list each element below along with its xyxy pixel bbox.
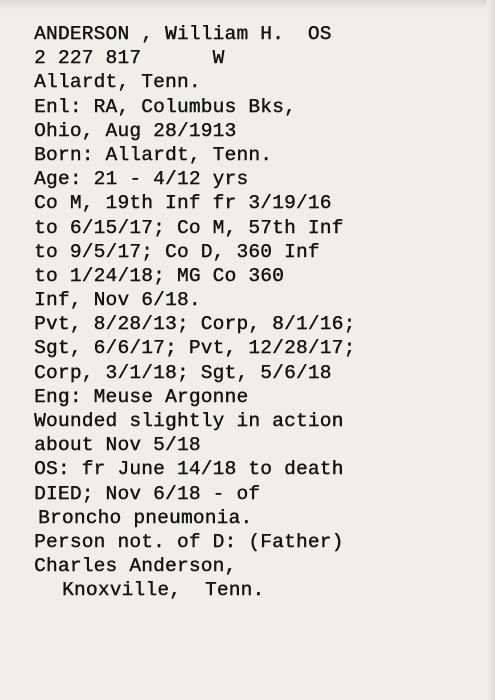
service-line: to 1/24/18; MG Co 360 — [34, 264, 284, 287]
notify-line: Person not. of D: (Father) — [34, 530, 344, 553]
wound-line: about Nov 5/18 — [34, 434, 201, 457]
typed-text-block — [34, 22, 474, 603]
rank-line: Corp, 3/1/18; Sgt, 5/6/18 — [34, 361, 332, 384]
name-line: ANDERSON , William H. OS — [34, 23, 332, 45]
serial-number-line: 2 227 817 W — [34, 47, 225, 70]
service-line: to 6/15/17; Co M, 57th Inf — [34, 216, 344, 239]
notify-name-line: Charles Anderson, — [34, 555, 237, 578]
notify-address-line: Knoxville, Tenn. — [62, 579, 265, 602]
rank-line: Pvt, 8/28/13; Corp, 8/1/16; — [34, 313, 356, 336]
death-cause-line: Broncho pneumonia. — [38, 506, 253, 529]
death-line: DIED; Nov 6/18 - of — [34, 482, 261, 505]
service-line: Co M, 19th Inf fr 3/19/16 — [34, 192, 332, 215]
wound-line: Wounded slightly in action — [34, 410, 344, 432]
service-line: to 9/5/17; Co D, 360 Inf — [34, 240, 320, 263]
engagement-line: Eng: Meuse Argonne — [34, 385, 249, 408]
enlistment-date-line: Ohio, Aug 28/1913 — [34, 119, 237, 142]
age-line: Age: 21 - 4/12 yrs — [34, 168, 249, 191]
rank-line: Sgt, 6/6/17; Pvt, 12/28/17; — [34, 337, 356, 360]
enlistment-line: Enl: RA, Columbus Bks, — [34, 95, 296, 118]
residence-line: Allardt, Tenn. — [34, 71, 201, 94]
overseas-line: OS: fr June 14/18 to death — [34, 458, 344, 481]
birthplace-line: Born: Allardt, Tenn. — [34, 143, 273, 166]
card-right-edge — [487, 0, 495, 700]
service-line: Inf, Nov 6/18. — [34, 289, 201, 312]
card-top-edge — [0, 0, 495, 10]
